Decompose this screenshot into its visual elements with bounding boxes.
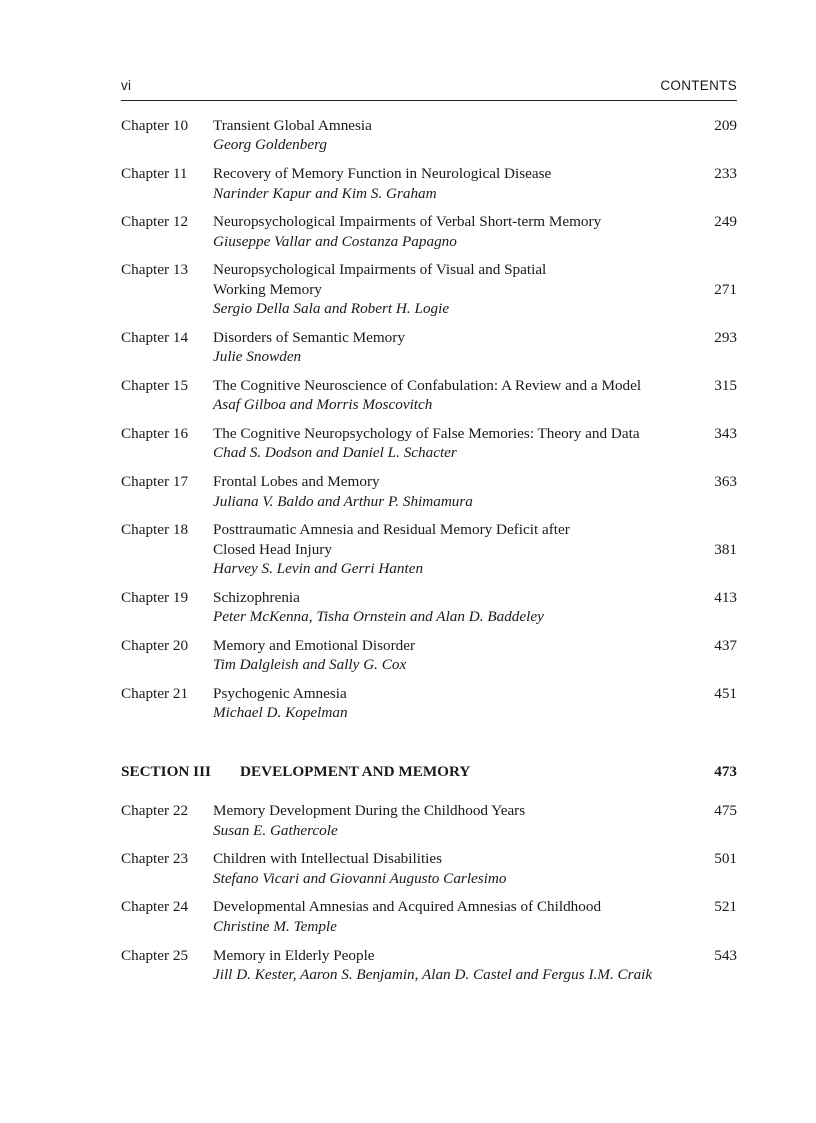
chapter-body (213, 260, 703, 318)
chapter-label: Chapter 16 (121, 425, 189, 443)
chapter-page-number: 293 (714, 328, 737, 346)
section-page-number: 473 (714, 762, 737, 780)
chapter-body (213, 946, 703, 985)
chapter-body (213, 328, 703, 367)
chapter-title: Recovery of Memory Function in Neurological Disease (213, 165, 552, 183)
chapter-body (213, 116, 703, 155)
chapter-title: Memory in Elderly People (213, 946, 375, 964)
chapter-title: Developmental Amnesias and Acquired Amnesias of Childhood (213, 898, 602, 916)
toc-entry (121, 636, 737, 675)
chapter-page-number: 437 (714, 636, 737, 654)
chapter-page-number: 233 (714, 165, 737, 183)
chapter-authors: Peter McKenna, Tisha Ornstein and Alan D. Baddeley (213, 608, 544, 626)
chapter-label: Chapter 18 (121, 521, 189, 539)
chapter-title: Memory Development During the Childhood Years (213, 802, 526, 820)
chapter-authors: Juliana V. Baldo and Arthur P. Shimamura (213, 492, 473, 510)
toc-entry (121, 328, 737, 367)
chapter-title: Disorders of Semantic Memory (213, 328, 405, 346)
chapter-authors: Harvey S. Levin and Gerri Hanten (213, 560, 424, 578)
chapter-label: Chapter 20 (121, 636, 189, 654)
chapter-title: Children with Intellectual Disabilities (213, 850, 443, 868)
chapter-label: Chapter 24 (121, 898, 189, 916)
chapter-authors: Chad S. Dodson and Daniel L. Schacter (213, 444, 457, 462)
chapter-title: Memory and Emotional Disorder (213, 636, 416, 654)
chapter-body (213, 472, 703, 511)
toc-entry (121, 260, 737, 318)
toc-entry (121, 897, 737, 936)
chapter-list-section-2 (121, 116, 737, 723)
chapter-authors: Sergio Della Sala and Robert H. Logie (213, 300, 450, 318)
chapter-page-number: 521 (714, 898, 737, 916)
toc-entry (121, 684, 737, 723)
chapter-page-number: 451 (714, 685, 737, 703)
chapter-list-section-3 (121, 801, 737, 984)
chapter-page-number: 413 (714, 588, 737, 606)
chapter-title: Neuropsychological Impairments of Visual and Spatial (213, 261, 547, 279)
chapter-body (213, 849, 703, 888)
toc-entry (121, 376, 737, 415)
chapter-title: The Cognitive Neuropsychology of False Memories: Theory and Data (213, 425, 640, 443)
toc-entry (121, 116, 737, 155)
chapter-label: Chapter 22 (121, 802, 189, 820)
chapter-page-number: 271 (714, 280, 737, 298)
chapter-body (213, 376, 703, 415)
page-number: vi (121, 78, 132, 93)
chapter-body (213, 212, 703, 251)
toc-entry (121, 946, 737, 985)
section-heading (121, 762, 737, 781)
chapter-title: Neuropsychological Impairments of Verbal Short-term Memory (213, 213, 602, 231)
toc-entry (121, 164, 737, 203)
chapter-body (213, 801, 703, 840)
section-title: DEVELOPMENT AND MEMORY (240, 762, 471, 780)
toc-entry (121, 472, 737, 511)
toc-entry (121, 212, 737, 251)
chapter-title-continued: Working Memory (213, 280, 322, 298)
chapter-page-number: 475 (714, 802, 737, 820)
chapter-label: Chapter 14 (121, 328, 189, 346)
toc-entry (121, 520, 737, 578)
chapter-body (213, 684, 703, 723)
chapter-page-number: 543 (714, 946, 737, 964)
chapter-title: Schizophrenia (213, 588, 300, 606)
toc-entry (121, 849, 737, 888)
running-header (121, 76, 737, 101)
chapter-body (213, 164, 703, 203)
toc-entry (121, 424, 737, 463)
chapter-title: Frontal Lobes and Memory (213, 473, 380, 491)
section-label: SECTION III (121, 762, 211, 780)
chapter-title-continued: Closed Head Injury (213, 540, 332, 558)
chapter-authors: Jill D. Kester, Aaron S. Benjamin, Alan D. Castel and Fergus I.M. Craik (213, 965, 653, 983)
chapter-label: Chapter 12 (121, 213, 189, 231)
chapter-page-number: 209 (714, 117, 737, 134)
chapter-authors: Asaf Gilboa and Morris Moscovitch (213, 396, 433, 414)
chapter-page-number: 315 (714, 376, 737, 394)
toc-entry (121, 588, 737, 627)
chapter-label: Chapter 15 (121, 376, 189, 394)
chapter-label: Chapter 17 (121, 473, 189, 491)
running-title: CONTENTS (660, 78, 737, 93)
chapter-page-number: 501 (714, 850, 737, 868)
chapter-authors: Giuseppe Vallar and Costanza Papagno (213, 232, 457, 250)
chapter-body (213, 897, 703, 936)
chapter-label: Chapter 10 (121, 117, 189, 134)
chapter-label: Chapter 11 (121, 165, 188, 183)
table-of-contents (121, 116, 737, 984)
chapter-authors: Michael D. Kopelman (213, 704, 348, 722)
chapter-authors: Narinder Kapur and Kim S. Graham (213, 184, 437, 202)
chapter-label: Chapter 23 (121, 850, 189, 868)
chapter-title: The Cognitive Neuroscience of Confabulation: A Review and a Model (213, 376, 642, 394)
chapter-label: Chapter 19 (121, 588, 189, 606)
chapter-title: Psychogenic Amnesia (213, 685, 347, 703)
chapter-label: Chapter 13 (121, 261, 189, 279)
chapter-authors: Georg Goldenberg (213, 136, 328, 154)
chapter-authors: Susan E. Gathercole (213, 821, 338, 839)
chapter-label: Chapter 21 (121, 685, 189, 703)
chapter-page-number: 381 (714, 540, 737, 558)
chapter-body (213, 424, 703, 463)
chapter-title: Posttraumatic Amnesia and Residual Memory Deficit after (213, 521, 570, 539)
toc-entry (121, 801, 737, 840)
chapter-body (213, 636, 703, 675)
chapter-label: Chapter 25 (121, 946, 189, 964)
chapter-authors: Tim Dalgleish and Sally G. Cox (213, 656, 407, 674)
chapter-title: Transient Global Amnesia (213, 117, 372, 134)
chapter-authors: Stefano Vicari and Giovanni Augusto Carlesimo (213, 869, 507, 887)
chapter-body (213, 520, 703, 578)
chapter-authors: Julie Snowden (213, 348, 302, 366)
chapter-page-number: 343 (714, 425, 737, 443)
chapter-body (213, 588, 703, 627)
chapter-authors: Christine M. Temple (213, 917, 337, 935)
chapter-page-number: 249 (714, 213, 737, 231)
chapter-page-number: 363 (714, 473, 737, 491)
